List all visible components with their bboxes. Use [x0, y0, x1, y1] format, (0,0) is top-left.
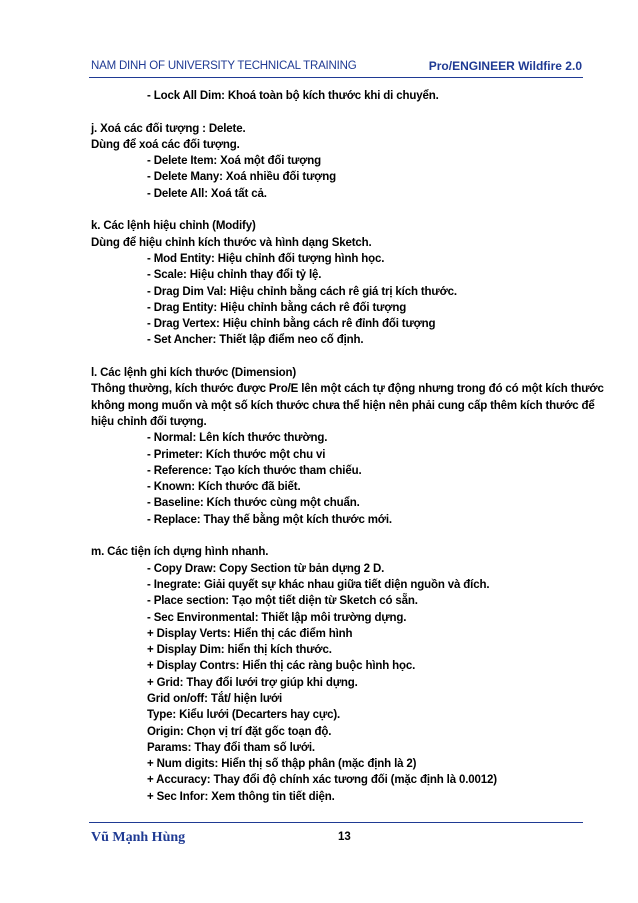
footer-divider — [89, 822, 583, 823]
list-item: - Primeter: Kích thước một chu vi — [147, 448, 326, 461]
list-item: Type: Kiểu lưới (Decarters hay cực). — [147, 709, 341, 722]
header-divider — [89, 77, 583, 78]
text-line: Thông thường, kích thước được Pro/E lên một cách tự động nhưng trong đó có một kích thước — [91, 383, 604, 396]
paragraph-gap — [91, 528, 591, 544]
list-item: - Mod Entity: Hiệu chỉnh đối tượng hình học. — [147, 252, 385, 265]
text-line: k. Các lệnh hiệu chỉnh (Modify) — [91, 220, 256, 233]
paragraph-gap — [91, 349, 591, 365]
list-item: - Copy Draw: Copy Section từ bản dựng 2 D. — [147, 562, 385, 575]
list-item: - Delete Item: Xoá một đối tượng — [147, 155, 321, 168]
list-item: + Grid: Thay đổi lưới trợ giúp khi dựng. — [147, 676, 358, 689]
list-item: - Inegrate: Giải quyết sự khác nhau giữa tiết diện nguồn và đích. — [147, 578, 490, 591]
list-item: + Display Dim: hiển thị kích thước. — [147, 644, 332, 657]
text-line: j. Xoá các đối tượng : Delete. — [91, 122, 246, 135]
text-line: hiệu chỉnh đối tượng. — [91, 415, 207, 428]
list-item: - Baseline: Kích thước cùng một chuẩn. — [147, 497, 360, 510]
list-item: - Delete All: Xoá tất cả. — [147, 187, 267, 200]
text-line: không mong muốn và một số kích thước chưa thể hiện nên phải cung cấp thêm kích thước để — [91, 399, 595, 412]
list-item: - Delete Many: Xoá nhiều đối tượng — [147, 171, 337, 184]
list-item: + Num digits: Hiển thị số thập phân (mặc định là 2) — [147, 758, 417, 771]
list-item: + Display Verts: Hiển thị các điểm hình — [147, 627, 353, 640]
page-number: 13 — [338, 831, 351, 843]
list-item: - Drag Entity: Hiệu chỉnh bằng cách rê đối tượng — [147, 301, 407, 314]
list-item: - Normal: Lên kích thước thường. — [147, 432, 328, 445]
footer-author: Vũ Mạnh Hùng — [91, 830, 186, 845]
list-item: + Display Contrs: Hiển thị các ràng buộc hình học. — [147, 660, 416, 673]
list-item: - Reference: Tạo kích thước tham chiếu. — [147, 464, 362, 477]
list-item: - Lock All Dim: Khoá toàn bộ kích thước khi di chuyển. — [147, 90, 439, 102]
list-item: + Sec Infor: Xem thông tin tiết diện. — [147, 790, 335, 803]
header-left-text: NAM DINH OF UNIVERSITY TECHNICAL TRAINING — [91, 60, 357, 72]
paragraph-gap — [91, 104, 591, 120]
list-item: - Replace: Thay thế bằng một kích thước mới. — [147, 513, 392, 526]
header-right-text: Pro/ENGINEER Wildfire 2.0 — [428, 59, 582, 73]
list-item: - Set Ancher: Thiết lập điểm neo cố định. — [147, 334, 364, 347]
list-item: - Known: Kích thước đã biết. — [147, 481, 301, 494]
text-line: Dùng để hiệu chỉnh kích thước và hình dạng Sketch. — [91, 236, 372, 249]
list-item: - Scale: Hiệu chỉnh thay đổi tỷ lệ. — [147, 269, 322, 282]
list-item: - Sec Environmental: Thiết lập môi trường dựng. — [147, 611, 407, 624]
paragraph-gap — [91, 202, 591, 218]
page-body — [91, 88, 604, 805]
list-item: - Drag Dim Val: Hiệu chỉnh bằng cách rê giá trị kích thước. — [147, 285, 457, 298]
list-item: Origin: Chọn vị trí đặt gốc toạn độ. — [147, 725, 332, 738]
list-item: Grid on/off: Tắt/ hiện lưới — [147, 692, 283, 705]
list-item: + Accuracy: Thay đổi độ chính xác tương đối (mặc định là 0.0012) — [147, 774, 497, 787]
text-line: Dùng để xoá các đối tượng. — [91, 138, 240, 151]
list-item: - Place section: Tạo một tiết diện từ Sketch có sẵn. — [147, 595, 418, 608]
list-item: Params: Thay đổi tham số lưới. — [147, 741, 315, 754]
list-item: - Drag Vertex: Hiệu chỉnh bằng cách rê đỉnh đối tượng — [147, 318, 436, 331]
text-line: m. Các tiện ích dựng hình nhanh. — [91, 546, 269, 559]
text-line: l. Các lệnh ghi kích thước (Dimension) — [91, 367, 297, 380]
